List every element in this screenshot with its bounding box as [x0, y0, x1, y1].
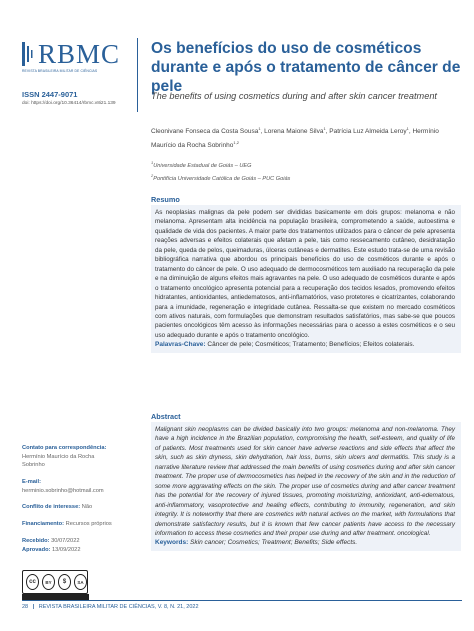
- article-subtitle: The benefits of using cosmetics during and after skin cancer treatment: [151, 91, 437, 101]
- article-title: Os benefícios do uso de cosméticos durante e após o tratamento de câncer de pele: [151, 40, 461, 95]
- doi-link[interactable]: doi: https://doi.org/10.36414/rbmc.v8i21.139: [22, 101, 116, 106]
- logo-subtitle: REVISTA BRASILEIRA MILITAR DE CIÊNCIAS: [22, 69, 98, 73]
- footer-divider: [22, 600, 462, 601]
- abstract-keywords: Keywords: Skin cancer; Cosmetics; Treatment; Benefits; Side effects.: [155, 539, 358, 547]
- contact-name: Hermínio Maurício da Rocha: [22, 453, 95, 460]
- logo-mark-icon: [22, 40, 34, 68]
- received-block: Recebido: 30/07/2022: [22, 538, 80, 544]
- abstract-box: [151, 422, 461, 551]
- sa-icon: SA: [74, 574, 87, 590]
- affiliation-1: Universidade Estadual de Goiás – UEG: [153, 162, 252, 169]
- author-name: , Lorena Maione Silva: [260, 128, 324, 136]
- page-number: 28: [22, 604, 29, 610]
- by-icon: BY: [42, 574, 55, 590]
- author-name: Cleonivane Fonseca da Costa Sousa: [151, 128, 259, 136]
- cc-icon: cc: [26, 574, 39, 590]
- journal-citation: REVISTA BRASILEIRA MILITAR DE CIÊNCIAS, V. 8, N. 21, 2022: [38, 604, 199, 610]
- conflict-block: Conflito de interesse: Não: [22, 504, 93, 510]
- issn: ISSN 2447-9071: [22, 90, 78, 99]
- resumo-box: [151, 205, 461, 353]
- resumo-heading: Resumo: [151, 195, 180, 204]
- contact-name: Sobrinho: [22, 462, 45, 469]
- nc-icon: $: [58, 574, 71, 590]
- email-block: [22, 478, 132, 495]
- abstract-heading: Abstract: [151, 412, 181, 421]
- abstract-text: Malignant skin neoplasms can be divided basically into two groups: melanoma and non-melanoma. They have a high incidence in the Brazilian population, compromising the health, self-esteem, and quality of life of patients. Most treatments used for skin cancer have adverse reactions and side effects that affect the skin, such as skin dryness, skin dehydration, hair loss, burns, skin ulcers and dermatitis. This study is a narrative literature review that addressed the main benefits of using cosmetics during and after skin cancer treatment. The proper use of dermocosmetics has helped in the recovery of the skin and in the reduction of some more aggravating effects on the skin. The proper use of cosmetics during and after cancer treatment has the potential for the recovery of injured tissues, promoting moisturizing, antioxidant, anti-edematous, anti-inflammatory, vasoprotective and healing effects, contributing to immunity, regeneration, and skin integrity. It is noteworthy that there are cosmetics with natural actives on the market, with formulations that demonstrate satisfactory results, but it is known that few cancer patients have access to the necessary information to access these cosmetics and their proper use during and after treatment. oncological.: [155, 426, 455, 537]
- author-name: , Hermínio Maurício da Rocha Sobrinho: [151, 128, 439, 149]
- cc-license-badge[interactable]: [22, 570, 88, 594]
- contact-block: [22, 444, 132, 470]
- email-label: E-mail:: [22, 479, 41, 485]
- resumo-text: As neoplasias malignas da pele podem ser divididas basicamente em dois grupos: melanoma e não melanoma. Apresentam alta incidência na população brasileira, comprometendo a saúde, autoestima e qualidade de vida dos pacientes. A maior parte dos tratamentos utilizados para o câncer de pele apresenta reações adversas e efeitos colaterais que afetam a pele, tais como ressecamento cutâneo, desidratação da pele, queda de pelos, queimaduras, úlceras cutâneas e dermatites. Este estudo trata-se de uma revisão bibliográfica narrativa que abordou os principais benefícios do uso de cosméticos durante e após o tratamento do câncer de pele. O uso adequado de dermocosméticos tem auxiliado na recuperação da pele e na diminuição de alguns efeitos mais agravantes na pele. O uso adequado de cosméticos durante e após o tratamento oncológico apresenta potencial para a recuperação dos tecidos lesados, promovendo efeitos hidratantes, antioxidantes, antiedematosos, anti-inflamatórios, vaso protetores e cicatrizantes, colaborando para a imunidade, regeneração e integridade cutânea. Ressalta-se que existem no mercado cosméticos com ativos naturais, com formulações que demonstram resultados satisfatórios, mas sabe-se que poucos pacientes oncológicos têm acesso às informações necessárias para o acesso a estes cosméticos e o seu uso adequado durante e após o tratamento oncológico.: [155, 209, 455, 339]
- journal-logo: [22, 40, 138, 73]
- resumo-keywords: Palavras-Chave: Câncer de pele; Cosméticos; Tratamento; Benefícios; Efeitos colaterais.: [155, 341, 415, 349]
- footer-separator: |: [32, 604, 35, 610]
- email-link[interactable]: herminio.sobrinho@hotmail.com: [22, 487, 104, 494]
- approved-block: Aprovado: 13/09/2022: [22, 547, 81, 553]
- page-footer: [22, 604, 199, 610]
- logo-text: RBMC: [38, 39, 121, 69]
- authors: Cleonivane Fonseca da Costa Sousa$^1$, Lorena Maione Silva$^1$, Patrícia Luz Almeida Leroy$^1$, Hermínio Maurício da Rocha Sobrinho$^{1,2}$: [151, 126, 439, 149]
- affiliation-2: Pontifícia Universidade Católica de Goiás – PUC Goiás: [153, 176, 291, 183]
- affiliations: $^1$Universidade Estadual de Goiás – UEG $^2$Pontifícia Universidade Católica de Goiás – PUC Goiás: [151, 160, 291, 183]
- funding-block: Financiamento: Recursos próprios: [22, 521, 112, 527]
- author-name: , Patrícia Luz Almeida Leroy: [325, 128, 407, 136]
- contact-label: Contato para correspondência:: [22, 445, 107, 451]
- header-divider: [137, 38, 138, 112]
